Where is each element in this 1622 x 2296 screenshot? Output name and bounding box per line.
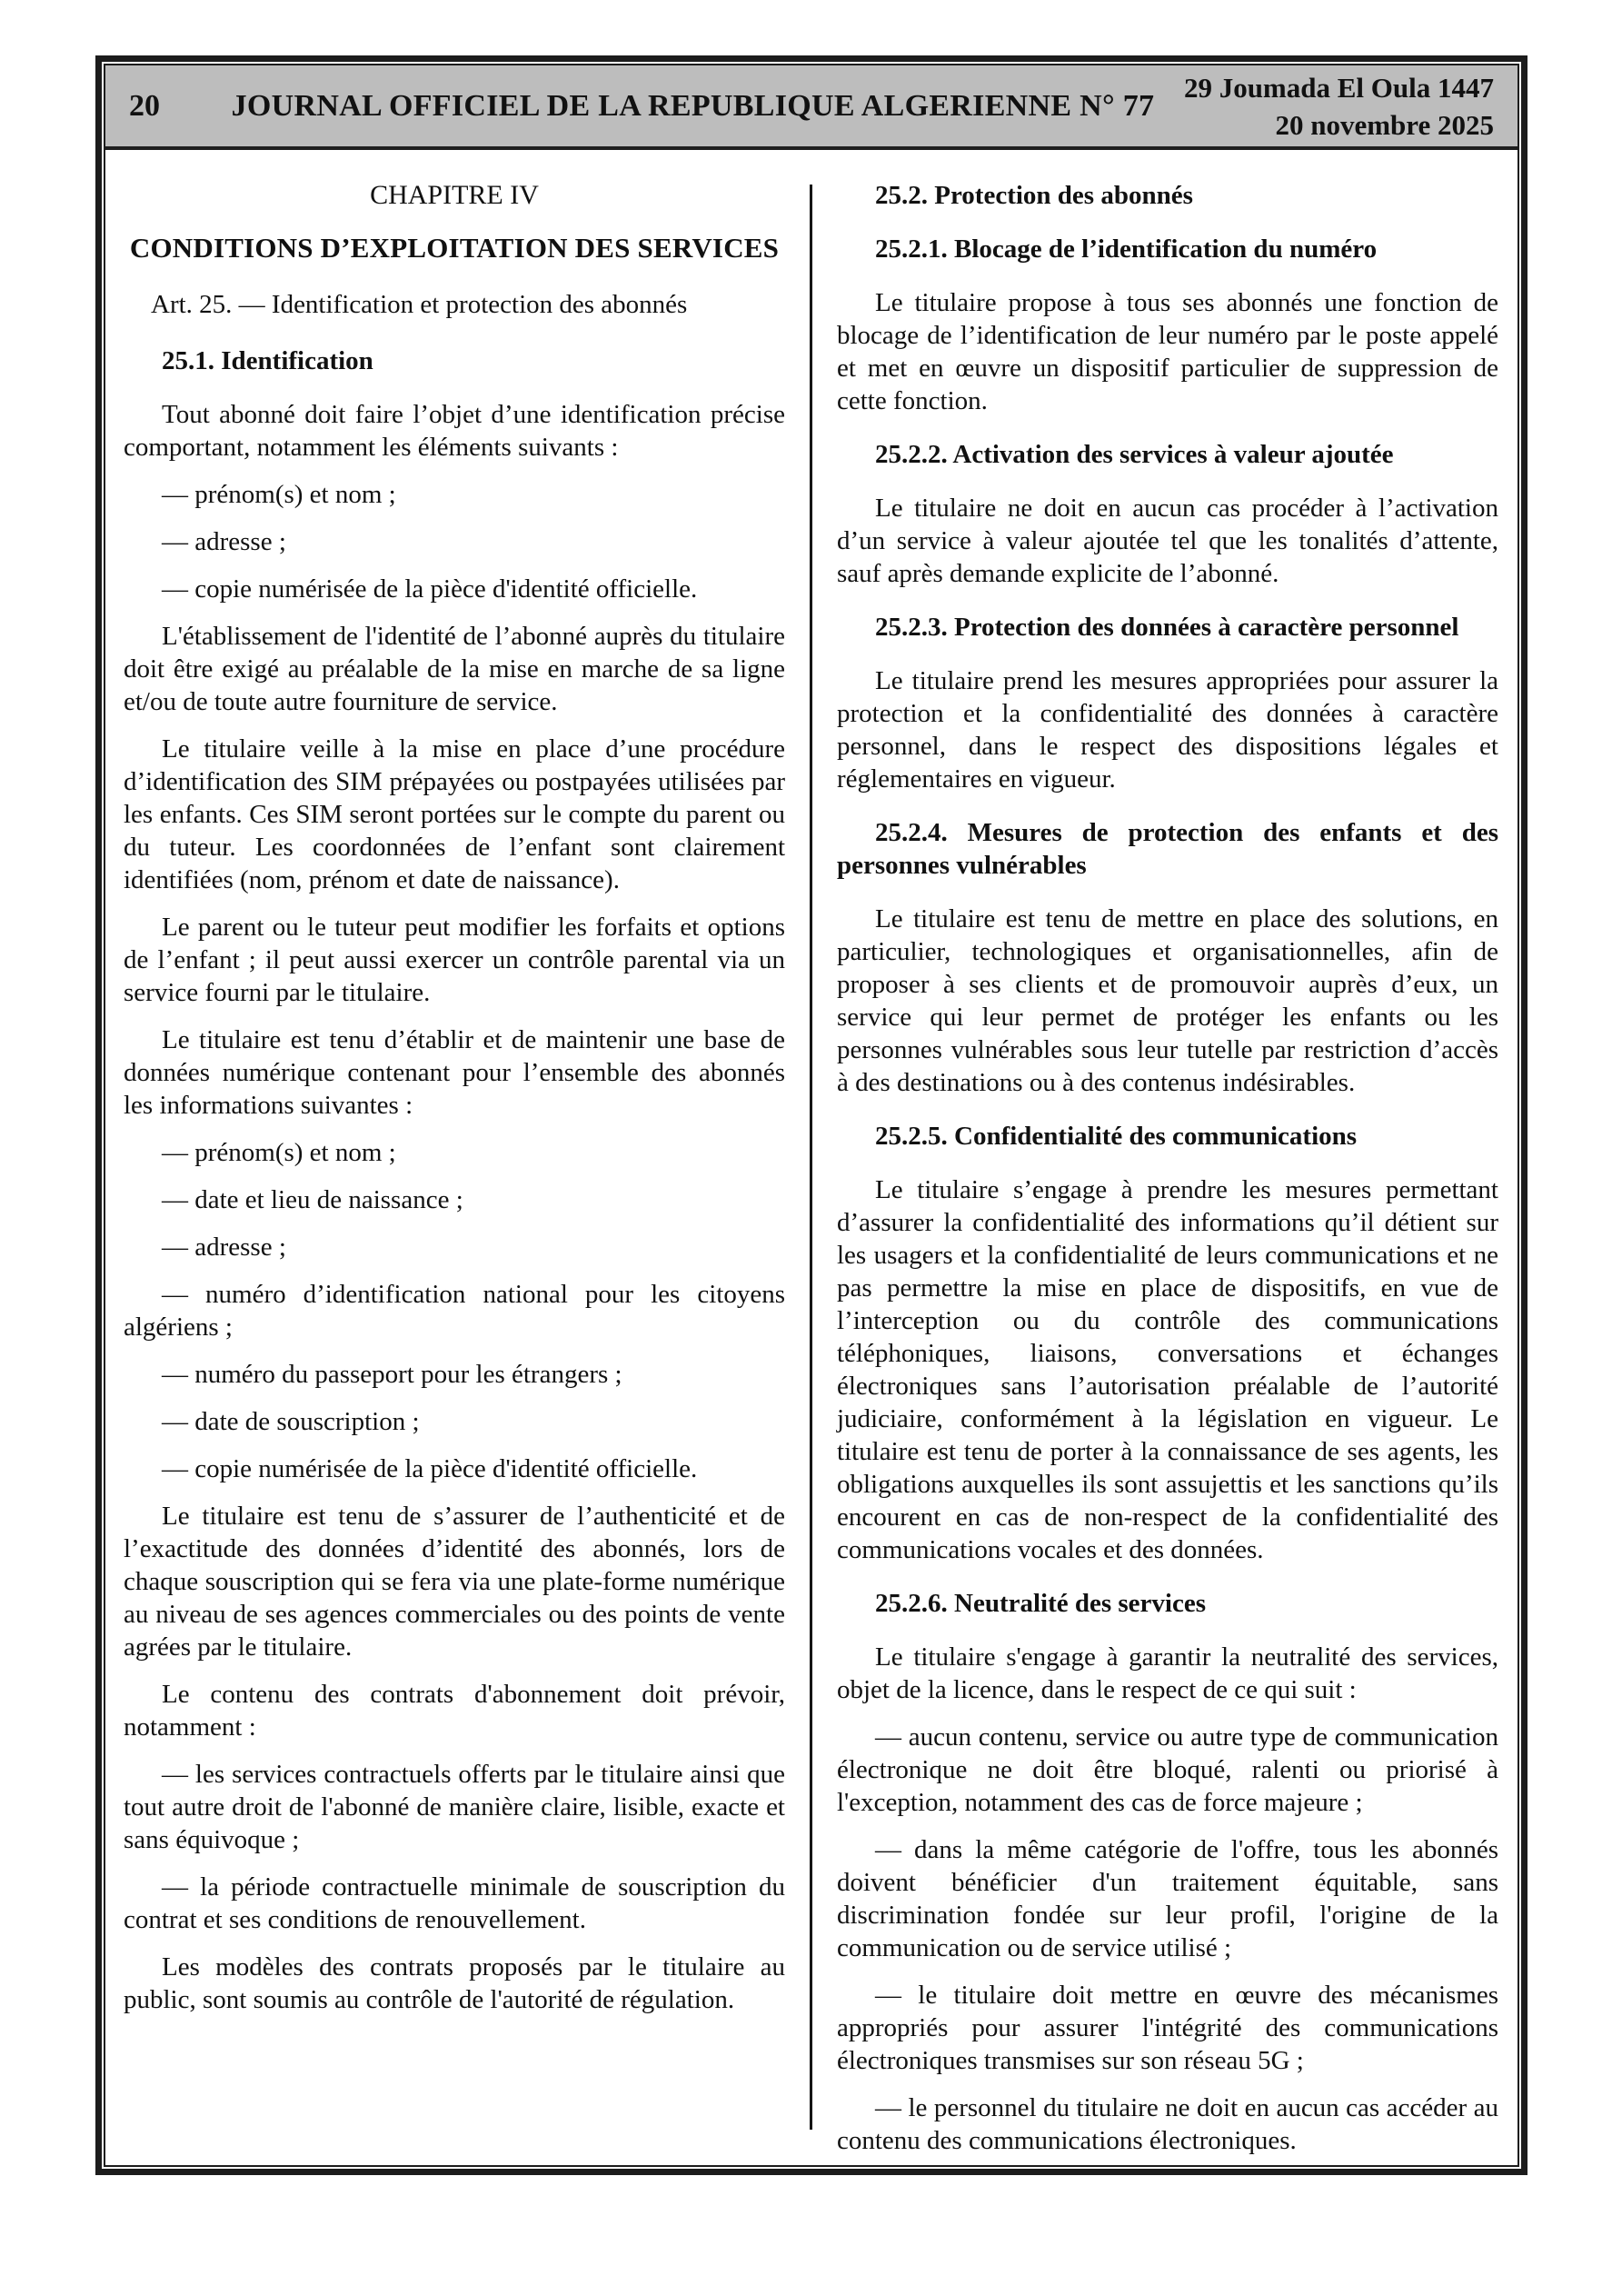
page-content: [105, 150, 1518, 2171]
section-heading: 25.2.6. Neutralité des services: [875, 1589, 1207, 1618]
chapter-heading: CHAPITRE IV: [370, 180, 539, 210]
paragraph: Le titulaire s'engage à garantir la neutralité des services, objet de la licence, dans le respect de ce qui suit :: [837, 1642, 1498, 1704]
hijri-date: 29 Joumada El Oula 1447: [1183, 71, 1494, 104]
list-item: — le personnel du titulaire ne doit en aucun cas accéder au contenu des communications électroniques.: [837, 2093, 1498, 2155]
list-item: — prénom(s) et nom ;: [162, 480, 396, 509]
journal-title: JOURNAL OFFICIEL DE LA REPUBLIQUE ALGERIENNE N° 77: [231, 88, 1155, 123]
list-item: — copie numérisée de la pièce d'identité officielle.: [162, 574, 698, 604]
list-item: — aucun contenu, service ou autre type de communication électronique ne doit être bloqué, ralenti ou priorisé à l'exception, notamment des cas de force majeure ;: [837, 1722, 1498, 1817]
paragraph: Le titulaire propose à tous ses abonnés une fonction de blocage de l’identification de leur numéro par le poste appelé et met en œuvre un dispositif particulier de suppression de cette fonction.: [837, 288, 1498, 415]
list-item: — numéro du passeport pour les étrangers ;: [162, 1360, 622, 1389]
paragraph: Le titulaire veille à la mise en place d’une procédure d’identification des SIM prépayées ou postpayées utilisées par les enfants. Ces SIM seront portées sur le compte du parent ou du tuteur. Les coordonnées de l’enfant sont clairement identifiées (nom, prénom et date de naissance).: [124, 734, 785, 894]
section-heading: 25.2. Protection des abonnés: [875, 181, 1193, 210]
page-number: 20: [129, 88, 160, 123]
list-item: — date de souscription ;: [162, 1407, 420, 1436]
page-border: [95, 55, 1527, 2175]
article-heading: Art. 25. — Identification et protection des abonnés: [151, 290, 688, 319]
list-item: — dans la même catégorie de l'offre, tous les abonnés doivent bénéficier d'un traitement équitable, sans discrimination fondée sur leur profil, l'origine de la communication ou de service utilisé ;: [837, 1835, 1498, 1962]
paragraph: Le titulaire est tenu d’établir et de maintenir une base de données numérique contenant pour l’ensemble des abonnés les informations suivantes :: [124, 1025, 785, 1120]
list-item: — date et lieu de naissance ;: [162, 1185, 463, 1214]
paragraph: L'établissement de l'identité de l’abonné auprès du titulaire doit être exigé au préalable de la mise en marche de sa ligne et/ou de toute autre fourniture de service.: [124, 622, 785, 716]
paragraph: Le titulaire prend les mesures appropriées pour assurer la protection et la confidentialité des données à caractère personnel, dans le respect des dispositions légales et réglementaires en vigueur.: [837, 666, 1498, 794]
column-divider-rule: [810, 185, 812, 2130]
paragraph: Le titulaire ne doit en aucun cas procéder à l’activation d’un service à valeur ajoutée tel que les tonalités d’attente, sauf après demande explicite de l’abonné.: [837, 494, 1498, 588]
issue-dates: [1184, 69, 1494, 144]
list-item: — les services contractuels offerts par le titulaire ainsi que tout autre droit de l'abonné de manière claire, lisible, exacte et sans équivoque ;: [124, 1760, 785, 1854]
section-heading: 25.2.1. Blocage de l’identification du numéro: [875, 235, 1378, 264]
paragraph: Les modèles des contrats proposés par le titulaire au public, sont soumis au contrôle de l'autorité de régulation.: [124, 1952, 785, 2014]
section-heading: 25.2.2. Activation des services à valeur ajoutée: [875, 440, 1394, 469]
list-item: — copie numérisée de la pièce d'identité officielle.: [162, 1454, 698, 1483]
list-item: — prénom(s) et nom ;: [162, 1138, 396, 1167]
paragraph: Le titulaire est tenu de mettre en place des solutions, en particulier, technologiques et organisationnelles, afin de proposer à ses clients et de promouvoir auprès d’eux, un service qui leur permet de protéger les enfants ou les personnes vulnérables sous leur tutelle par restriction d’accès à des destinations ou à des contenus indésirables.: [837, 904, 1498, 1097]
paragraph: Le titulaire s’engage à prendre les mesures permettant d’assurer la confidentialité des informations qu’il détient sur les usagers et la confidentialité de leurs communications et ne pas permettre la mise en place de dispositifs, en vue de l’interception ou du contrôle des communications téléphoniques, liaisons, conversations et échanges électroniques sans l’autorisation préalable de l’autorité judiciaire, conformément à la législation en vigueur. Le titulaire est tenu de porter à la connaissance de ses agents, les obligations auxquelles ils sont assujettis et les sanctions qu’ils encourent en cas de non-respect de la confidentialité des communications vocales et des données.: [837, 1175, 1498, 1564]
section-heading: 25.2.3. Protection des données à caractère personnel: [875, 613, 1459, 642]
chapter-title: CONDITIONS D’EXPLOITATION DES SERVICES: [129, 232, 780, 264]
section-heading: 25.2.5. Confidentialité des communications: [875, 1122, 1358, 1151]
list-item: — adresse ;: [162, 527, 286, 556]
paragraph: Le contenu des contrats d'abonnement doit prévoir, notamment :: [124, 1680, 785, 1742]
page-inner-border: [104, 64, 1519, 2167]
list-item: — numéro d’identification national pour les citoyens algériens ;: [124, 1280, 785, 1342]
list-item: — le titulaire doit mettre en œuvre des mécanismes appropriés pour assurer l'intégrité des communications électroniques transmises sur son réseau 5G ;: [837, 1981, 1498, 2075]
list-item: — adresse ;: [162, 1233, 286, 1262]
paragraph: Le parent ou le tuteur peut modifier les forfaits et options de l’enfant ; il peut aussi exercer un contrôle parental via un service fourni par le titulaire.: [124, 913, 785, 1007]
right-column: [837, 179, 1498, 2171]
section-heading: 25.1. Identification: [162, 346, 373, 375]
gregorian-date: 20 novembre 2025: [1275, 108, 1494, 141]
left-column: [124, 179, 785, 2171]
paragraph: Tout abonné doit faire l’objet d’une identification précise comportant, notamment les éléments suivants :: [124, 400, 785, 462]
page-header: [105, 65, 1518, 150]
paragraph: Le titulaire est tenu de s’assurer de l’authenticité et de l’exactitude des données d’identité des abonnés, lors de chaque souscription qui se fera via une plate-forme numérique au niveau de ses agences commerciales ou des points de vente agrées par le titulaire.: [124, 1502, 785, 1662]
list-item: — la période contractuelle minimale de souscription du contrat et ses conditions de renouvellement.: [124, 1872, 785, 1934]
section-heading: 25.2.4. Mesures de protection des enfants et des personnes vulnérables: [837, 818, 1498, 880]
